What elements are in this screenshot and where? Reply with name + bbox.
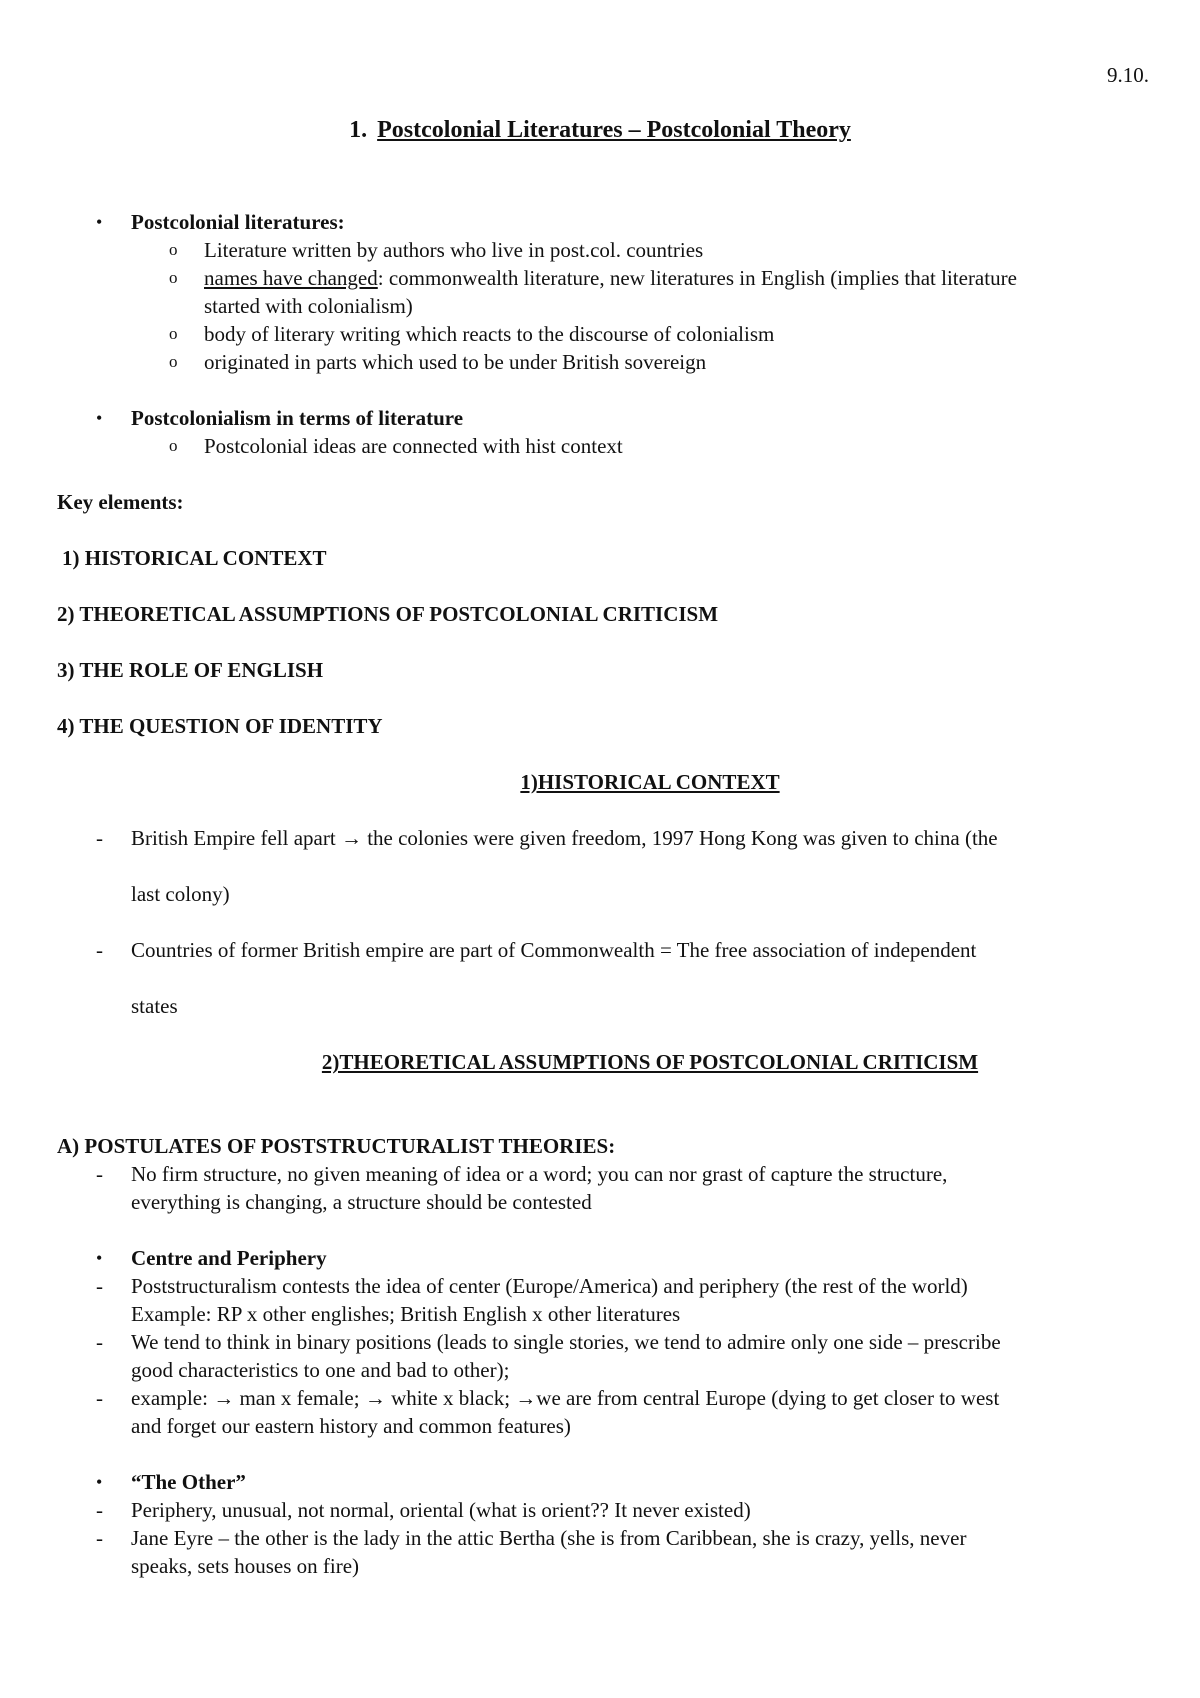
paragraph-line: speaks, sets houses on fire)	[131, 1554, 360, 1578]
list-item	[204, 264, 1017, 292]
sub-bullet-glyph: o	[169, 352, 178, 371]
paragraph-line: Periphery, unusual, not normal, oriental (what is orient?? It never existed)	[131, 1498, 751, 1522]
paragraph-line: everything is changing, a structure should be contested	[131, 1190, 592, 1214]
paragraph-line: good characteristics to one and bad to other);	[131, 1358, 510, 1382]
dash-glyph: -	[96, 1274, 103, 1298]
dash-glyph: -	[96, 938, 103, 962]
paragraph-line: and forget our eastern history and common features)	[131, 1414, 571, 1438]
centre-periphery-heading: Centre and Periphery	[131, 1246, 327, 1270]
names-changed-rest: : commonwealth literature, new literatures in English (implies that literature	[377, 266, 1017, 290]
dash-glyph: -	[96, 1386, 103, 1410]
dash-glyph: -	[96, 1330, 103, 1354]
postcol-lit-heading: Postcolonial literatures:	[131, 210, 345, 234]
paragraph-line: Countries of former British empire are part of Commonwealth = The free association of independent	[131, 938, 977, 962]
list-item-continuation: started with colonialism)	[204, 294, 413, 318]
bullet-glyph: •	[96, 212, 103, 232]
paragraph-line: last colony)	[131, 882, 230, 906]
paragraph-line: example: → man x female; → white x black; →we are from central Europe (dying to get closer to west	[131, 1386, 1000, 1410]
dash-glyph: -	[96, 1526, 103, 1550]
bullet-glyph: •	[96, 1248, 103, 1268]
bullet-glyph: •	[96, 1472, 103, 1492]
paragraph-line: Jane Eyre – the other is the lady in the attic Bertha (she is from Caribbean, she is crazy, yells, never	[131, 1526, 967, 1550]
title-number: 1.	[349, 117, 368, 143]
paragraph-line: Example: RP x other englishes; British English x other literatures	[131, 1302, 681, 1326]
dash-glyph: -	[96, 1498, 103, 1522]
postcol-terms-heading: Postcolonialism in terms of literature	[131, 406, 464, 430]
sub-bullet-glyph: o	[169, 268, 178, 287]
dash-glyph: -	[96, 826, 103, 850]
postulates-heading: A) POSTULATES OF POSTSTRUCTURALIST THEORIES:	[57, 1134, 616, 1158]
historical-heading: 1)HISTORICAL CONTEXT	[520, 770, 780, 794]
theoretical-heading: 2)THEORETICAL ASSUMPTIONS OF POSTCOLONIAL CRITICISM	[321, 1050, 979, 1074]
paragraph-line: Poststructuralism contests the idea of center (Europe/America) and periphery (the rest of the world)	[131, 1274, 968, 1298]
list-item: originated in parts which used to be under British sovereign	[204, 350, 707, 374]
sub-bullet-glyph: o	[169, 240, 178, 259]
names-changed-underlined: names have changed	[204, 266, 378, 290]
date: 9.10.	[1107, 63, 1149, 87]
sub-bullet-glyph: o	[169, 436, 178, 455]
list-item: Postcolonial ideas are connected with hist context	[204, 434, 623, 458]
key-element-item: 2) THEORETICAL ASSUMPTIONS OF POSTCOLONIAL CRITICISM	[57, 602, 719, 626]
list-item: Literature written by authors who live in post.col. countries	[204, 238, 704, 262]
paragraph-line: states	[131, 994, 178, 1018]
paragraph-line: No firm structure, no given meaning of idea or a word; you can nor grast of capture the structure,	[131, 1162, 948, 1186]
paragraph-line: British Empire fell apart → the colonies were given freedom, 1997 Hong Kong was given to china (the	[131, 826, 998, 850]
paragraph-line: We tend to think in binary positions (leads to single stories, we tend to admire only one side – prescribe	[131, 1330, 1001, 1354]
key-element-item: 3) THE ROLE OF ENGLISH	[57, 658, 324, 682]
bullet-glyph: •	[96, 408, 103, 428]
sub-bullet-glyph: o	[169, 324, 178, 343]
key-elements-heading: Key elements:	[57, 490, 184, 514]
the-other-heading: “The Other”	[131, 1470, 246, 1494]
title-text: Postcolonial Literatures – Postcolonial Theory	[377, 117, 851, 143]
key-element-item: 4) THE QUESTION OF IDENTITY	[57, 714, 383, 738]
list-item: body of literary writing which reacts to the discourse of colonialism	[204, 322, 775, 346]
dash-glyph: -	[96, 1162, 103, 1186]
page-title	[0, 116, 1200, 144]
key-element-item: 1) HISTORICAL CONTEXT	[62, 546, 327, 570]
